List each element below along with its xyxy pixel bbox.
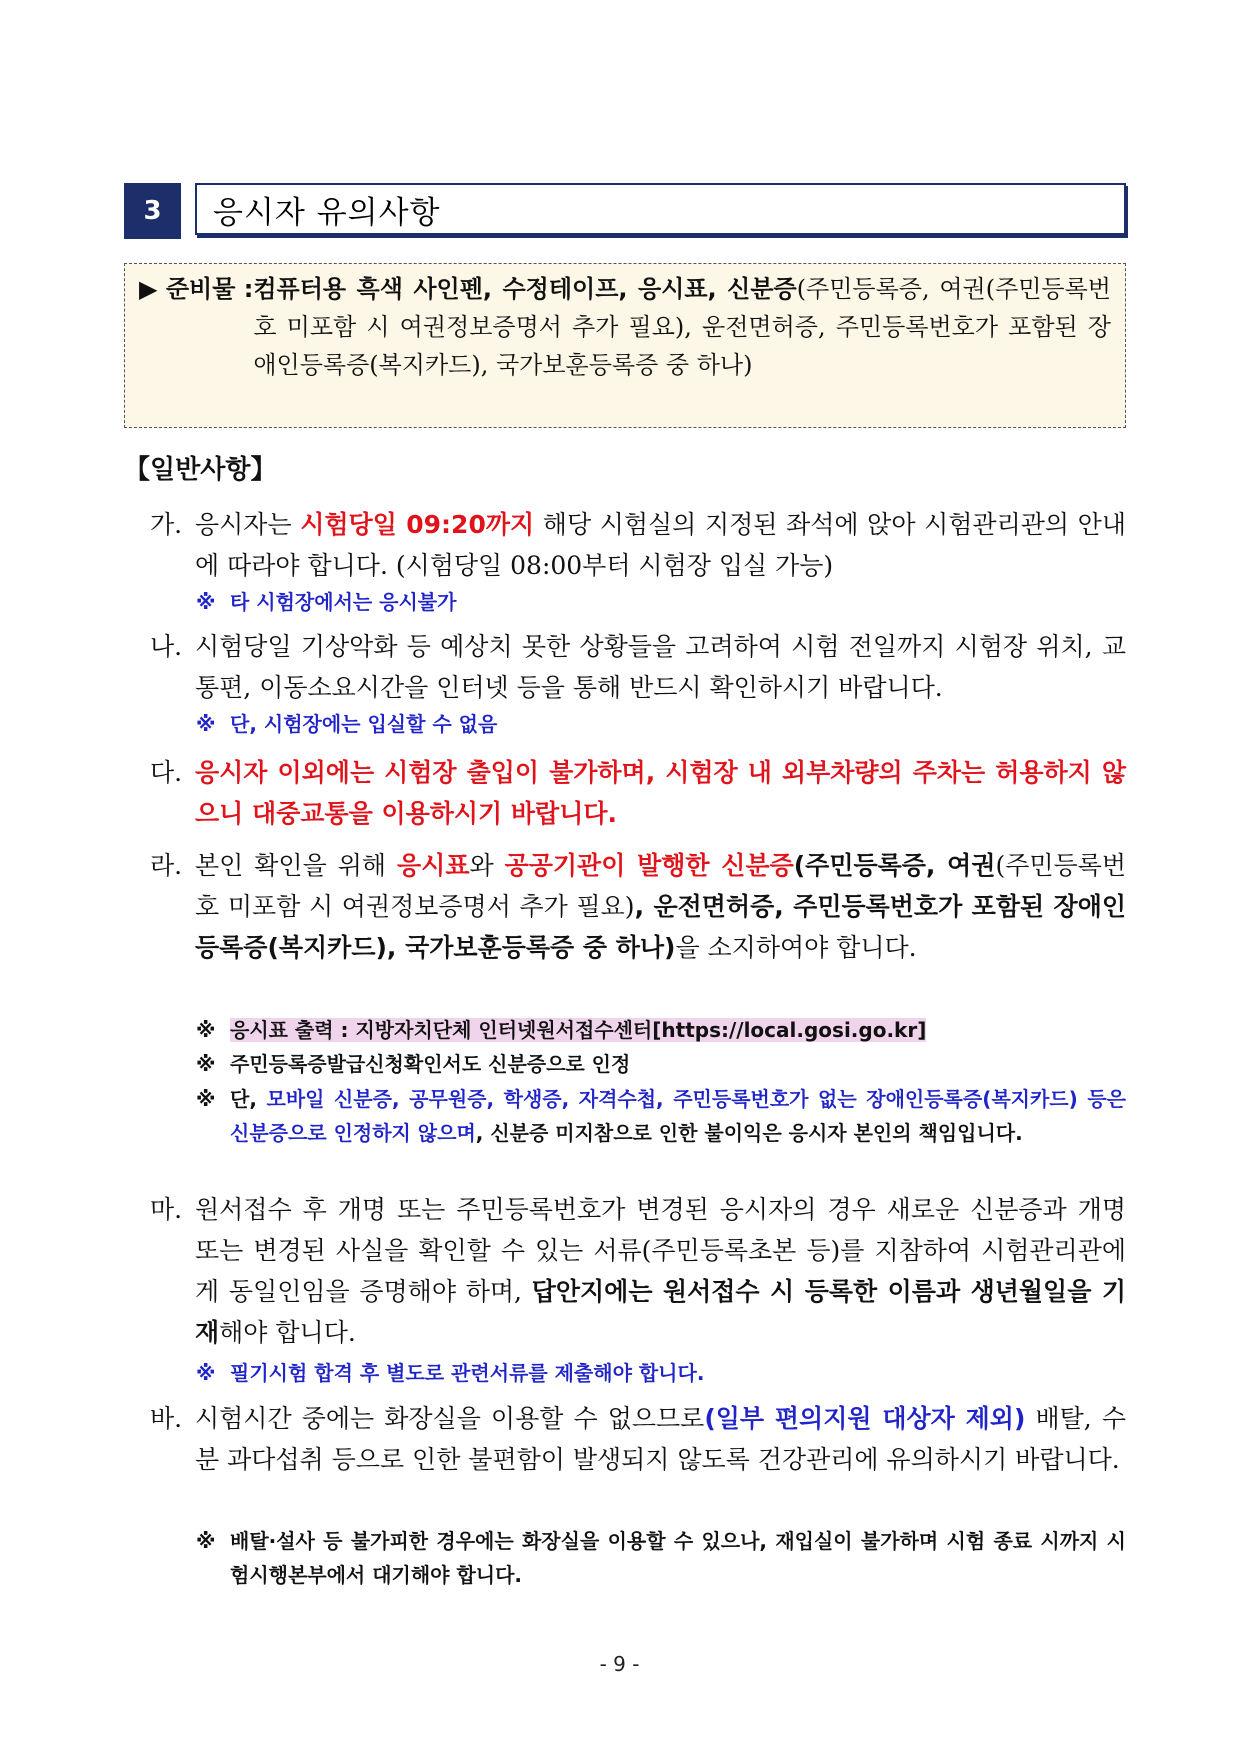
item-text: 원서접수 후 개명 또는 주민등록번호가 변경된 응시자의 경우 새로운 신분증과 개명 또는 변경된 사실을 확인할 수 있는 서류(주민등록초본 등)를 지참하여 시험관리관에게 동일인임을 증명해야 하며, 답안지에는 원서접수 시 등록한 이름과 생년월일을 기재해야 합니다.: [195, 1195, 1126, 1347]
item-da: [150, 752, 1126, 834]
item-text: 시험당일 기상악화 등 예상치 못한 상황들을 고려하여 시험 전일까지 시험장 위치, 교통편, 이동소요시간을 인터넷 등을 통해 반드시 확인하시기 바랍니다.: [195, 632, 1126, 702]
item-ba: [150, 1398, 1126, 1480]
preparation-label: ▶ 준비물 :: [139, 275, 254, 303]
section-number: 3: [124, 183, 181, 239]
item-text: 시험시간 중에는 화장실을 이용할 수 없으므로(일부 편의지원 대상자 제외) 배탈, 수분 과다섭취 등으로 인한 불편함이 발생되지 않도록 건강관리에 유의하시기 바랍니다.: [195, 1404, 1126, 1474]
item-ra: [150, 845, 1126, 968]
reference-mark: ※: [196, 1052, 216, 1076]
item-label: 마.: [150, 1195, 183, 1224]
item-text: 응시자 이외에는 시험장 출입이 불가하며, 시험장 내 외부차량의 주차는 허용하지 않으니 대중교통을 이용하시기 바랍니다.: [195, 758, 1126, 828]
item-label: 나.: [150, 632, 183, 661]
note-ra-2: ※ 주민등록증발급신청확인서도 신분증으로 인정: [196, 1047, 1126, 1081]
item-label: 가.: [150, 510, 183, 539]
note-na: ※ 단, 시험장에는 입실할 수 없음: [196, 707, 1126, 741]
reference-mark: ※: [196, 590, 216, 614]
reference-mark: ※: [196, 1529, 216, 1553]
section-title: 응시자 유의사항: [213, 194, 441, 231]
arrow-icon: ▶: [139, 275, 158, 303]
note-ra-3: ※ 단, 모바일 신분증, 공무원증, 학생증, 자격수첩, 주민등록번호가 없는 장애인등록증(복지카드) 등은 신분증으로 인정하지 않으며, 신분증 미지참으로 인한 불이익은 응시자 본인의 책임입니다.: [196, 1082, 1126, 1150]
item-label: 바.: [150, 1404, 183, 1433]
note-ga: ※ 타 시험장에서는 응시불가: [196, 585, 1126, 619]
preparation-box: [124, 263, 1126, 428]
reference-mark: ※: [196, 712, 216, 736]
section-title-box: [195, 183, 1126, 235]
note-ma: ※ 필기시험 합격 후 별도로 관련서류를 제출해야 합니다.: [196, 1356, 1126, 1390]
reference-mark: ※: [196, 1361, 216, 1385]
item-label: 다.: [150, 758, 183, 787]
note-ba: ※ 배탈·설사 등 불가피한 경우에는 화장실을 이용할 수 있으나, 재입실이 불가하며 시험 종료 시까지 시험시행본부에서 대기해야 합니다.: [196, 1524, 1126, 1592]
item-ga: [150, 504, 1126, 586]
reference-mark: ※: [196, 1018, 216, 1042]
section-header: [124, 183, 1126, 239]
reference-mark: ※: [196, 1087, 216, 1111]
page-number: - 9 -: [599, 1652, 640, 1676]
item-text: 응시자는 시험당일 09:20까지 해당 시험실의 지정된 좌석에 앉아 시험관리관의 안내에 따라야 합니다. (시험당일 08:00부터 시험장 입실 가능): [195, 510, 1126, 580]
preparation-items: 컴퓨터용 흑색 사인펜, 수정테이프, 응시표, 신분증(주민등록증, 여권(주민등록번호 미포함 시 여권정보증명서 추가 필요), 운전면허증, 주민등록번호가 포함된 장애인등록증(복지카드), 국가보훈등록증 중 하나): [253, 275, 1111, 379]
note-ra-1: ※ 응시표 출력 : 지방자치단체 인터넷원서접수센터[https://local.gosi.go.kr]: [196, 1013, 1126, 1047]
item-na: [150, 626, 1126, 708]
item-label: 라.: [150, 851, 183, 880]
item-ma: [150, 1189, 1126, 1353]
general-heading: 【일반사항】: [124, 455, 277, 485]
item-text: 본인 확인을 위해 응시표와 공공기관이 발행한 신분증(주민등록증, 여권(주민등록번호 미포함 시 여권정보증명서 추가 필요), 운전면허증, 주민등록번호가 포함된 장애인등록증(복지카드), 국가보훈등록증 중 하나)을 소지하여야 합니다.: [195, 851, 1127, 962]
